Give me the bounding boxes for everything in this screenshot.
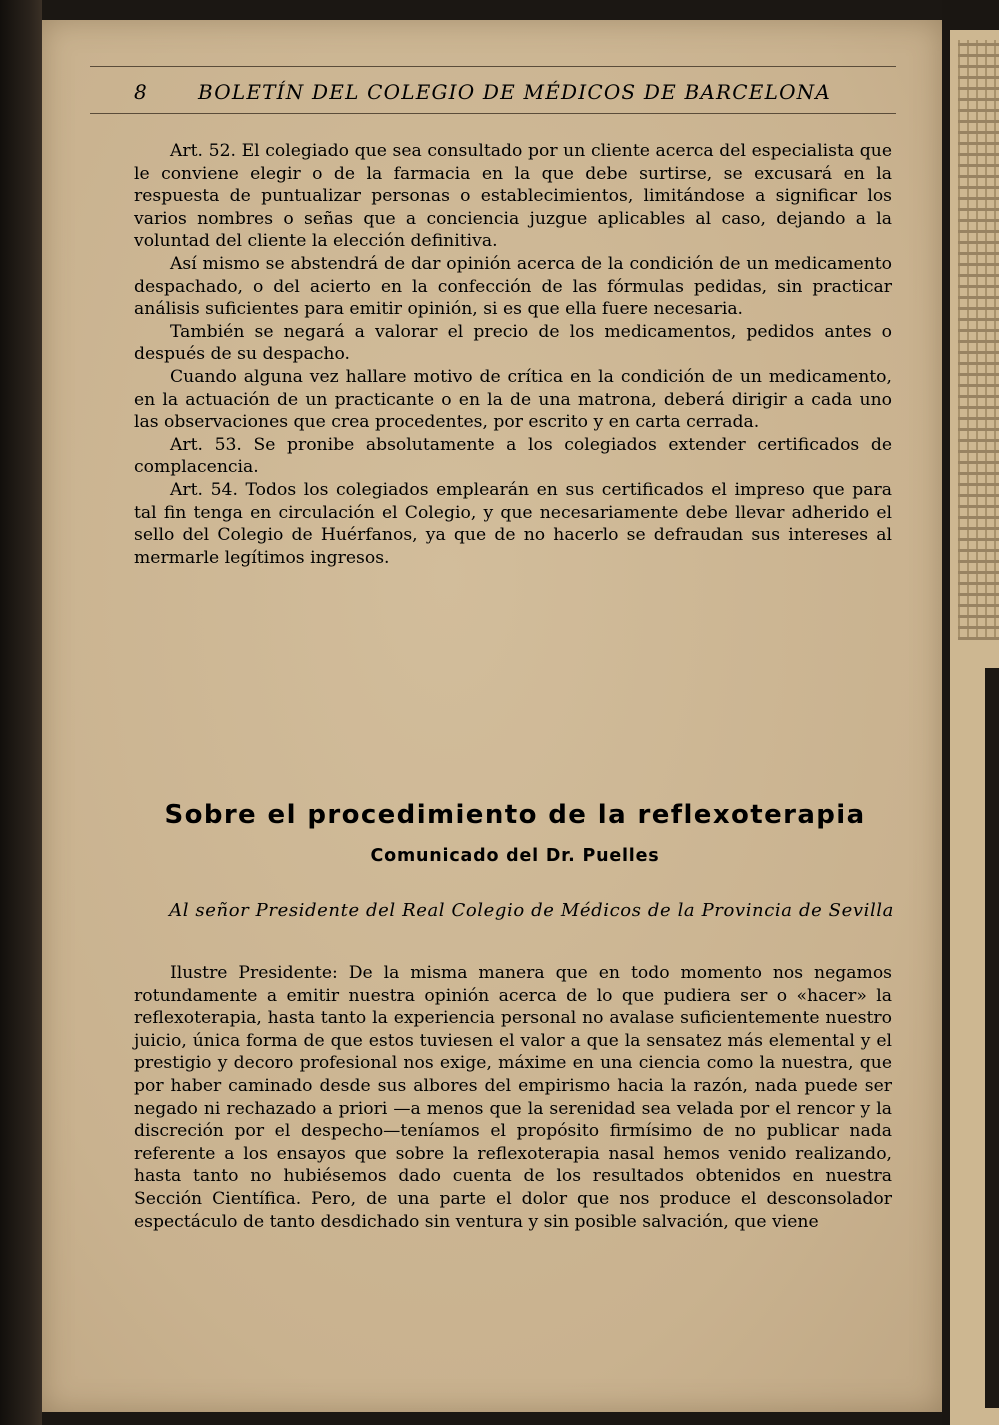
paragraph: Art. 52. El colegiado que sea consultado por un cliente acerca del especialista que le conviene elegir o de la farmacia en la que debe surtirse, se excusará en la respuesta de puntualizar personas o establecimientos, limitándose a significar los varios nombres o señas que a conciencia juzgue aplicables al caso, dejando a la voluntad del cliente la elección definitiva. xyxy=(134,141,892,252)
paragraph: Ilustre Presidente: De la misma manera que en todo momento nos negamos rotundamente a emitir nuestra opinión acerca de lo que pudiera ser o «hacer» la reflexoterapia, hasta tanto la experiencia personal no avalase suficientemente nuestro juicio, única forma de que estos tuviesen el valor a que la sensatez más elemental y el prestigio y decoro profesional nos exige, máxime en una ciencia como la nuestra, que por haber caminado desde sus albores del empirismo hacia la razón, nada puede ser negado ni rechazado a priori —a menos que la serenidad sea velada por el rencor y la discreción por el despecho—teníamos el propósito firmísimo de no publicar nada referente a los ensayos que sobre la reflexoterapia nasal hemos venido realizando, hasta tanto no hubiésemos dado cuenta de los resultados obtenidos en nuestra Sección Científica. Pero, de una parte el dolor que nos produce el desconsolador espectáculo de tanto desdichado sin ventura y sin posible salvación, que viene xyxy=(134,963,892,1232)
running-title: BOLETÍN DEL COLEGIO DE MÉDICOS DE BARCELONA xyxy=(198,80,832,104)
article-body xyxy=(134,962,892,1233)
adjacent-page-dark-block xyxy=(985,668,999,1408)
adjacent-page-ornament xyxy=(958,40,999,640)
page-number: 8 xyxy=(134,80,147,104)
paragraph: Cuando alguna vez hallare motivo de crítica en la condición de un medicamento, en la actuación de un practicante o en la de una matrona, deberá dirigir a cada uno las observaciones que crea procedentes, por escrito y en carta cerrada. xyxy=(134,366,892,433)
paragraph: Así mismo se abstendrá de dar opinión acerca de la condición de un medicamento despachado, o del acierto en la confección de las fórmulas pedidas, sin practicar análisis suficientes para emitir opinión, si es que ella fuere necesaria. xyxy=(134,253,892,320)
scan-left-edge xyxy=(0,0,42,1425)
article-addressee: Al señor Presidente del Real Colegio de Médicos de la Provincia de Sevilla xyxy=(169,900,894,921)
code-articles-section xyxy=(134,140,892,569)
article-subtitle: Comunicado del Dr. Puelles xyxy=(370,846,660,866)
page-header xyxy=(90,66,896,114)
paragraph: Art. 54. Todos los colegiados emplearán en sus certificados el impreso que para tal fin tenga en circulación el Colegio, y que necesariamente debe llevar adherido el sello del Colegio de Huérfanos, ya que de no hacerlo se defraudan sus intereses al mermarle legítimos ingresos. xyxy=(134,479,892,568)
article-title: Sobre el procedimiento de la reflexoterapia xyxy=(164,800,866,830)
paragraph: Art. 53. Se pronibe absolutamente a los colegiados extender certificados de complacencia. xyxy=(134,434,892,478)
paragraph: También se negará a valorar el precio de los medicamentos, pedidos antes o después de su despacho. xyxy=(134,321,892,365)
